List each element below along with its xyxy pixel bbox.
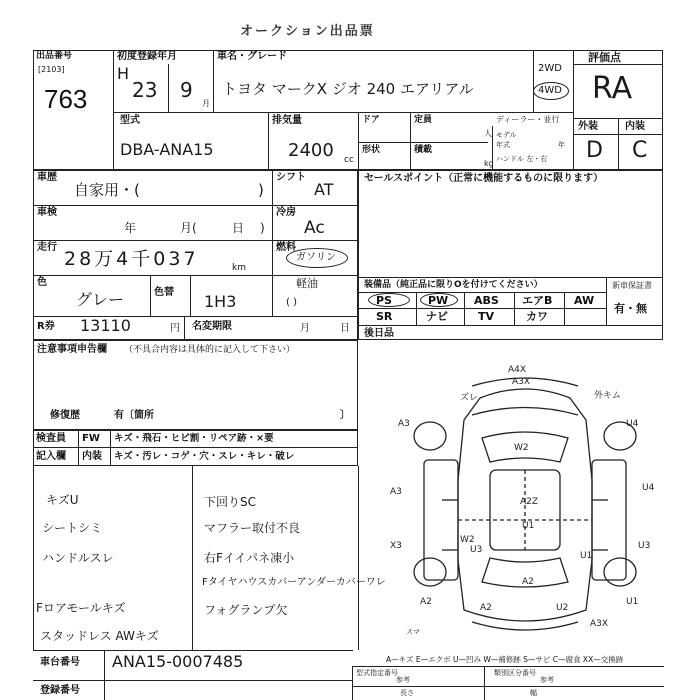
equip-aw: AW [574,294,595,307]
color-label: 色 [37,277,47,288]
equip-navi: ナビ [426,310,448,323]
evaluation-label: 評価点 [588,51,621,64]
equip-abs: ABS [474,294,499,307]
lot-number: 763 [44,84,88,114]
fuel-paren: ( ) [286,297,297,308]
evaluation-exterior: D [586,138,603,163]
mark-front-sub: A3X [512,377,531,387]
aircon-label: 冷房 [276,207,296,218]
displacement-value: 2400 [288,140,334,161]
divider [358,466,359,650]
evaluation-interior: C [632,138,648,163]
divider [33,466,34,650]
warranty-value: 有・無 [614,302,647,315]
fuel-label: 燃料 [276,242,296,253]
equipment-label: 装備品（純正品に限りOを付けてください） [364,280,543,290]
model-value: トヨタ マークX ジオ 240 エアリアル [222,80,474,98]
mark-u1-right: U1 [580,551,593,561]
mark-u2-rear: U2 [556,603,569,613]
displacement-unit: cc [344,155,354,165]
divider [358,277,663,278]
chassis-label: 車台番号 [40,657,80,668]
remark-left-2: ハンドルスレ [42,551,114,565]
repair-value: 有〔箇所 [114,410,154,421]
divider [564,292,565,325]
evaluation-score: RA [592,71,633,106]
divider [464,292,465,325]
divider [533,50,534,112]
remark-right-1: マフラー取付不良 [204,521,301,535]
mark-w2-mid: W2 [460,535,475,545]
recycle-label: R券 [37,321,55,332]
type-value: DBA-ANA15 [120,140,214,159]
equip-leather: カワ [526,310,548,323]
divider [268,112,269,170]
mark-a2-left: A2 [420,597,432,607]
inspection-day: 日 [232,221,245,235]
shift-label: シフト [276,172,306,183]
displacement-label: 排気量 [272,115,302,126]
divider [410,112,411,170]
mark-sw: スマ [406,628,420,636]
fuel-diesel: 軽油 [296,277,318,290]
divider [484,666,485,700]
divider [573,134,663,135]
divider [78,430,79,466]
dealer-handle: ハンドル 左・右 [496,155,548,163]
drive-2wd: 2WD [538,63,562,74]
loading-label: 積載 [414,145,433,155]
equip-tv: TV [478,310,495,323]
mark-x3-left: X3 [390,541,402,551]
equip-sr: SR [376,310,393,323]
legend: A—キズ E—エクボ U—凹み W—補修跡 S—サビ C—腐食 XX—交換跡 [386,655,624,664]
mileage-unit: km [232,263,246,273]
divider [272,170,273,316]
fuel-gasoline: ガソリン [296,252,336,263]
inspection-close: ) [260,221,265,235]
mark-a4-front: A4X [508,365,527,375]
divider [358,142,488,143]
mark-u1-center: U1 [522,521,535,531]
remark-right-3: Fタイヤハウスカバーアンダーカバーワレ [202,577,386,588]
inspection-month: 月( [180,221,197,235]
mileage-label: 走行 [37,242,57,253]
remark-right-4: フォグランプ欠 [204,603,288,617]
mark-a2z: A2Z [520,497,539,507]
mark-a2-rear: A2 [480,603,492,613]
registration-month-unit: 月 [202,99,210,108]
recycle-value: 13110 [80,316,131,335]
inspector-interior: 内装 [82,451,102,462]
equip-ps: PS [376,294,392,307]
mark-u3-left: U3 [470,545,483,555]
evaluation-exterior-label: 外装 [578,121,598,132]
mileage-value: 28万4千037 [64,248,199,270]
mark-w2-top: W2 [514,443,529,453]
divider [33,240,358,241]
inspection-year: 年 [124,221,137,235]
ref1: 参考 [396,676,410,684]
mark-u4-r-top: U4 [626,419,639,429]
inspector-legend1: キズ・飛石・ヒビ割・リペア跡・×要 [114,433,274,444]
mark-a3-l-mid: A3 [390,487,402,497]
chassis-value: ANA15-0007485 [112,652,244,671]
header-title: オークション出品票 [240,24,375,39]
divider [33,447,358,448]
inspector-label: 検査員 [36,433,66,444]
designation-label: 型式指定番号 [356,669,398,677]
inspector-fw: FW [82,433,100,444]
type-label: 型式 [120,115,140,126]
mark-a2-center: A2 [522,577,534,587]
divider [33,650,353,651]
divider [352,686,664,687]
history-value: 自家用・( [74,181,140,199]
divider [168,64,169,112]
model-label: 車名・グレード [217,51,287,62]
record-label: 記入欄 [36,451,66,462]
divider [184,316,185,340]
divider [358,325,663,326]
shift-value: AT [314,180,334,199]
remark-right-2: 右Fイイパネ凍小 [204,551,295,565]
mark-u4-r-mid: U4 [642,483,655,493]
repair-close: 〕 [340,410,350,421]
divider [213,50,214,112]
remark-left-6: スタッドレス AWキズ [40,629,159,643]
aircon-value: Ac [304,218,325,238]
evaluation-interior-label: 内装 [625,121,645,132]
equip-pw: PW [428,294,449,307]
remark-right-0: 下回りSC [204,495,256,509]
recycle-month: 月 [300,323,310,334]
recycle-yen: 円 [170,323,180,334]
reg-no-label: 登録番号 [40,685,80,696]
mark-u1-rear: U1 [626,597,639,607]
divider [606,277,607,325]
warranty-label: 新車保証書 [612,281,652,290]
mark-u3-right: U3 [638,541,651,551]
remark-left-1: シートシミ [42,521,103,535]
car-damage-diagram [380,360,670,650]
divider [514,292,515,325]
color-change-label: 色替 [154,287,174,298]
dealer-model: モデル [496,131,517,139]
capacity-label: 定員 [414,115,433,125]
notes-sub: （不具合内容は具体的に記入して下さい） [124,345,296,355]
category-label: 類別区分番号 [494,669,536,677]
registration-label: 初度登録年月 [117,51,177,62]
repair-label: 修復歴 [50,410,80,421]
divider [358,308,606,309]
divider [150,275,151,316]
mark-a3x-rear: A3X [590,619,609,629]
width-label: 幅 [530,689,537,697]
registration-era: H [117,64,130,83]
inspector-legend2: キズ・汚レ・コゲ・穴・スレ・キレ・破レ [114,451,295,462]
ref2: 参考 [540,676,554,684]
divider [113,112,573,113]
length-label: 長さ [400,689,414,697]
door-label: ドア [362,115,380,125]
remark-left-0: キズU [46,493,79,507]
dealer-year: 年式 [496,141,510,149]
divider [33,205,358,206]
dealer-label: ディーラー・並行 [496,115,560,124]
registration-year: 23 [132,78,158,102]
equip-airbag: エアB [522,294,553,307]
lot-code: [2103] [38,65,65,74]
remark-left-5: Fロアモールキズ [36,601,126,615]
divider [113,50,114,170]
divider [104,650,105,700]
dealer-nen: 年 [558,141,565,149]
mark-z-left: ズレ [460,393,479,403]
divider [358,112,359,170]
divider [573,50,574,170]
divider [33,275,358,276]
drive-4wd: 4WD [538,85,562,96]
divider [190,275,191,316]
divider [110,430,111,466]
color-code: 1H3 [204,292,237,311]
shape-label: 形状 [362,145,381,155]
divider [192,466,193,650]
notes-label: 注意事項申告欄 [37,344,107,355]
lot-label: 出品番号 [36,51,73,61]
capacity-person: 人 [484,129,492,138]
divider [416,292,417,325]
registration-month: 9 [180,78,193,102]
recycle-day: 日 [340,323,350,334]
kg: kg [484,159,494,168]
recycle-limit-label: 名変期限 [192,321,232,332]
divider [573,64,663,65]
divider [352,666,664,667]
rear-seat-label: 後日品 [364,328,394,339]
divider [618,118,619,170]
divider [33,680,353,681]
history-close: ) [258,181,264,199]
history-label: 車歴 [37,172,57,183]
mark-a3-l-top: A3 [398,419,410,429]
sales-point-label: セールスポイント（正常に機能するものに限ります） [364,173,604,184]
divider [352,666,353,700]
mark-outer: 外キム [594,391,621,401]
divider [492,126,493,170]
color-value: グレー [76,290,125,309]
inspection-label: 車検 [37,207,57,218]
